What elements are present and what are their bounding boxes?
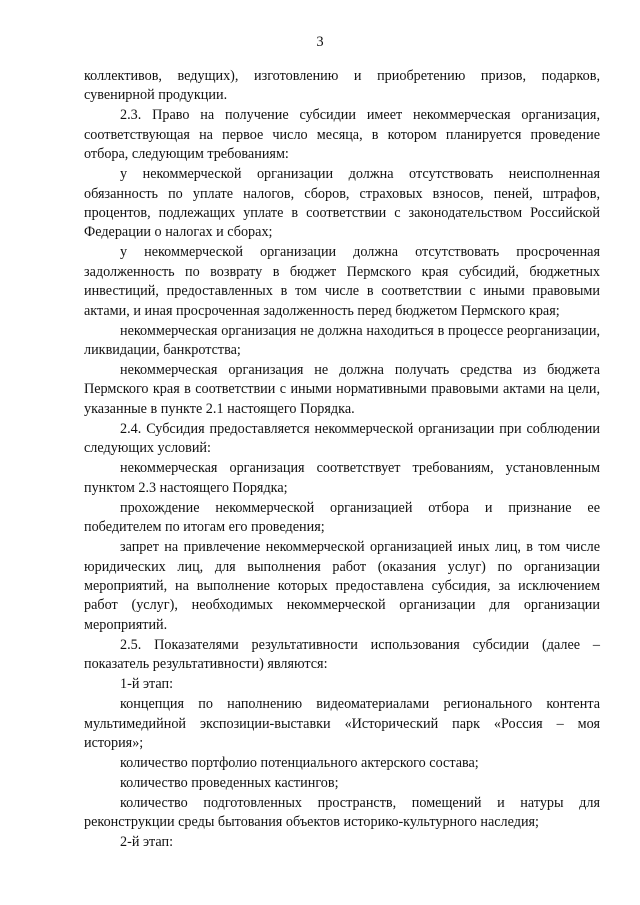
condition-meets-requirements: некоммерческая организация соответствует требованиям, установленным пунктом 2.3 настоящего Порядка; — [84, 460, 600, 496]
condition-no-third-parties: запрет на привлечение некоммерческой организацией иных лиц, в том числе юридических лиц, для выполнения работ (оказания услуг) по организации мероприятий, на выполнение которых предоставлена субсидия, за исключением работ (услуг), необходимых некоммерческой организации для организации мероприятий. — [84, 539, 600, 633]
stage-1-heading: 1-й этап: — [120, 676, 174, 693]
requirement-no-tax-debt: у некоммерческой организации должна отсутствовать неисполненная обязанность по уплате налогов, сборов, страховых взносов, пеней, штрафов, процентов, подлежащих уплате в соответствии с законодательством Российской Федерации о налогах и сборах; — [84, 166, 600, 241]
paragraph-2-3: 2.3. Право на получение субсидии имеет некоммерческая организация, соответствующая на первое число месяца, в котором планируется проведение отбора, следующим требованиям: — [84, 107, 600, 163]
indicator-spaces: количество подготовленных пространств, помещений и натуры для реконструкции среды бытования объектов историко-культурного наследия; — [84, 794, 600, 831]
indicator-castings: количество проведенных кастингов; — [120, 774, 339, 791]
document-body — [84, 67, 600, 853]
paragraph-continuation: коллективов, ведущих), изготовлению и приобретению призов, подарков, сувенирной продукции. — [84, 68, 600, 104]
page-number: 3 — [316, 34, 324, 50]
indicator-portfolio: количество портфолио потенциального актерского состава; — [120, 754, 479, 771]
paragraph-2-4: 2.4. Субсидия предоставляется некоммерческой организации при соблюдении следующих условий: — [84, 420, 600, 457]
requirement-no-reorganization: некоммерческая организация не должна находиться в процессе реорганизации, ликвидации, банкротства; — [84, 322, 600, 359]
indicator-concept: концепция по наполнению видеоматериалами регионального контента мультимедийной экспозиции-выставки «Исторический парк «Россия – моя история»; — [84, 696, 600, 751]
paragraph-2-5: 2.5. Показателями результативности использования субсидии (далее – показатель результативности) являются: — [84, 636, 600, 673]
requirement-no-other-funds: некоммерческая организация не должна получать средства из бюджета Пермского края в соответствии с иными нормативными правовыми актами на цели, указанные в пункте 2.1 настоящего Порядка. — [84, 362, 600, 417]
condition-selection-passed: прохождение некоммерческой организацией отбора и признание ее победителем по итогам его проведения; — [84, 499, 600, 536]
requirement-no-budget-debt: у некоммерческой организации должна отсутствовать просроченная задолженность по возврату в бюджет Пермского края субсидий, бюджетных инвестиций, предоставленных в том числе в соответствии с иными правовыми актами, и иная просроченная задолженность перед бюджетом Пермского края; — [84, 244, 600, 319]
stage-2-heading: 2-й этап: — [120, 834, 174, 851]
